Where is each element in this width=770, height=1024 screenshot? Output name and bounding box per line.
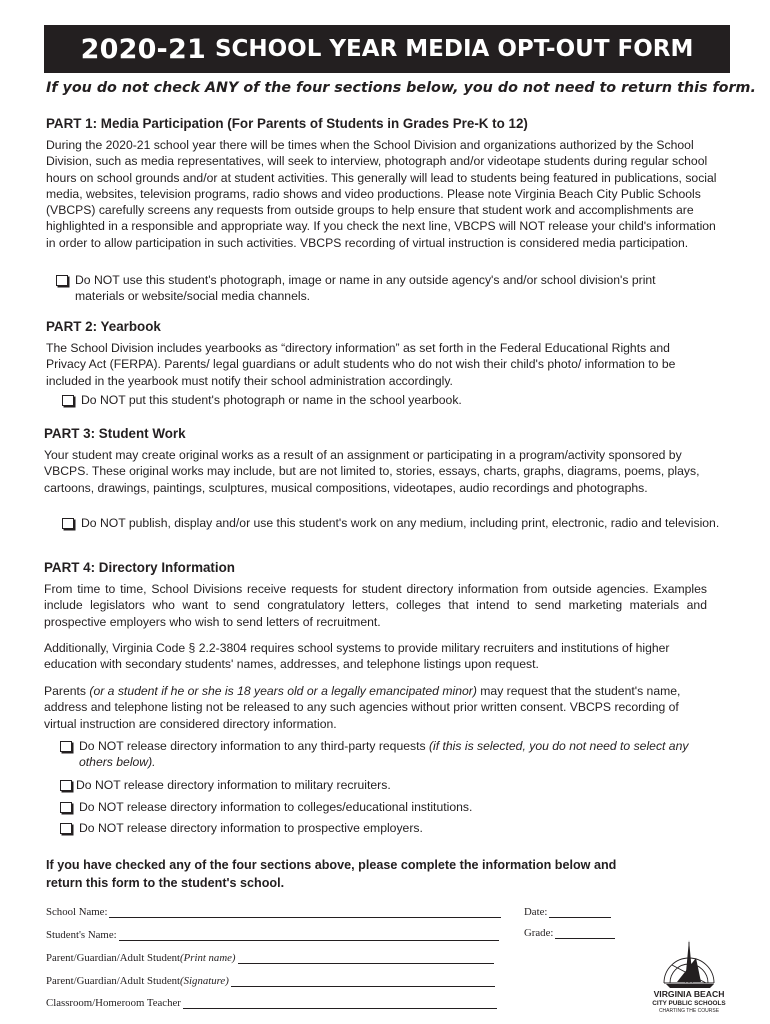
part4-option-4-label: Do NOT release directory information to prospective employers.: [79, 821, 423, 835]
guardian-signature-label: Parent/Guardian/Adult Student: [46, 975, 181, 987]
guardian-print-line[interactable]: [238, 952, 494, 964]
date-line[interactable]: [549, 906, 611, 918]
school-name-field[interactable]: [46, 906, 501, 918]
part3-body: Your student may create original works as a result of an assignment or participating in a program/activity sponsored by VBCPS. These original works may include, but are not limited to, stories, essays, charts, graphs, diagrams, poems, plays, cartoons, drawings, paintings, sculptures, musical compositions, videotapes, audio recordings and photographs.: [44, 448, 700, 495]
checkbox[interactable]: [60, 780, 72, 791]
part2-body: The School Division includes yearbooks as “directory information” as set forth in the Federal Educational Rights and Privacy Act (FERPA). Parents/ legal guardians or adult students who do not wish their child's photo/ information to be included in the yearbook must notify their school administration accordingly.: [46, 341, 676, 388]
part4-option-1-label: Do NOT release directory information to any third-party requests: [79, 739, 429, 753]
part3-option[interactable]: [62, 515, 722, 531]
guardian-signature-field[interactable]: [46, 975, 495, 987]
part4-body-3-italic: (or a student if he or she is 18 years old or a legally emancipated minor): [89, 684, 477, 698]
part1-heading: PART 1: Media Participation (For Parents of Students in Grades Pre-K to 12): [46, 116, 528, 131]
checkbox[interactable]: [62, 395, 74, 406]
return-notice: If you do not check ANY of the four sections below, you do not need to return this form.: [46, 80, 756, 96]
date-label: Date:: [524, 906, 548, 918]
closing-instructions: If you have checked any of the four sections above, please complete the information below and return this form to the student's school.: [46, 858, 617, 890]
part4-body-3-lead: Parents: [44, 684, 90, 698]
form-title-year: 2020-21: [80, 33, 206, 65]
guardian-print-field[interactable]: [46, 952, 494, 964]
part3-heading: PART 3: Student Work: [44, 426, 186, 441]
student-name-label: Student's Name:: [46, 929, 117, 941]
form-title: [44, 25, 730, 73]
checkbox[interactable]: [60, 741, 72, 752]
student-name-field[interactable]: [46, 929, 499, 941]
guardian-signature-line[interactable]: [231, 975, 495, 987]
classroom-teacher-line[interactable]: [183, 997, 497, 1009]
school-name-label: School Name:: [46, 906, 108, 918]
logo-line-3: CHARTING THE COURSE: [658, 1008, 720, 1014]
part4-option-third-party[interactable]: [60, 738, 700, 770]
checkbox[interactable]: [56, 275, 68, 286]
part4-option-military[interactable]: [60, 777, 700, 793]
part4-option-3-label: Do NOT release directory information to colleges/educational institutions.: [79, 800, 473, 814]
part1-option-label: Do NOT use this student's photograph, image or name in any outside agency's and/or school division's print materials or website/social media channels.: [75, 273, 656, 303]
school-name-line[interactable]: [109, 906, 501, 918]
grade-line[interactable]: [555, 927, 615, 939]
part4-option-colleges[interactable]: [60, 799, 700, 815]
grade-field[interactable]: [524, 927, 615, 939]
part1-option[interactable]: [56, 272, 696, 304]
guardian-print-label: Parent/Guardian/Adult Student: [46, 952, 181, 964]
checkbox[interactable]: [62, 518, 74, 529]
date-field[interactable]: [524, 906, 611, 918]
part4-option-employers[interactable]: [60, 820, 700, 836]
part2-heading: PART 2: Yearbook: [46, 319, 161, 334]
checkbox[interactable]: [60, 823, 72, 834]
part3-option-label: Do NOT publish, display and/or use this student's work on any medium, including print, electronic, radio and television.: [81, 516, 720, 530]
part4-heading: PART 4: Directory Information: [44, 560, 235, 575]
part4-body-3: [44, 683, 707, 732]
part4-body-2: Additionally, Virginia Code § 2.2-3804 requires school systems to provide military recruiters and institutions of higher education with secondary students' names, addresses, and telephone listings upon request.: [44, 641, 670, 672]
vbcps-logo: [644, 938, 734, 1016]
guardian-print-note: (Print name): [180, 952, 236, 964]
part4-option-2-label: Do NOT release directory information to military recruiters.: [76, 778, 391, 792]
logo-line-2: CITY PUBLIC SCHOOLS: [652, 1000, 726, 1007]
student-name-line[interactable]: [119, 929, 499, 941]
checkbox[interactable]: [60, 802, 72, 813]
part1-body: During the 2020-21 school year there will be times when the School Division and organizations authorized by the School Division, such as media representatives, will seek to interview, photograph and/or videotape students during regular school hours on school grounds and/or at student activities. This generally will lead to students being featured in publications, social media, websites, television programs, radio shows and video productions. Please note Virginia Beach City Public Schools (VBCPS) carefully screens any requests from outside groups to help ensure that student work and accomplishments are highlighted in a responsible and appropriate way. If you check the next line, VBCPS will NOT release your child's information in order to allow participation in such activities. VBCPS recording of virtual instruction is considered media participation.: [46, 138, 717, 250]
classroom-teacher-label: Classroom/Homeroom Teacher: [46, 997, 181, 1009]
part2-option[interactable]: [62, 392, 702, 408]
part2-option-label: Do NOT put this student's photograph or name in the school yearbook.: [81, 393, 462, 407]
part4-body-3-rest: may request that the student's name, address and telephone listing not be released to any such agencies without prior written consent. VBCPS recording of virtual instruction are considered directory information.: [44, 684, 681, 731]
hull-icon: [666, 984, 714, 988]
guardian-signature-note: (Signature): [180, 975, 229, 987]
classroom-teacher-field[interactable]: [46, 997, 497, 1009]
part4-option-1-note: (if this is selected, you do not need to select any others below).: [79, 739, 689, 769]
grade-label: Grade:: [524, 927, 554, 939]
part4-body-1: From time to time, School Divisions receive requests for student directory information from outside agencies. Examples include legislators who want to send congratulatory letters, colleges that intend to send marketing materials and prospective employers who wish to send letters of recruitment.: [44, 582, 707, 629]
logo-line-1: VIRGINIA BEACH: [653, 989, 725, 999]
form-title-text: SCHOOL YEAR MEDIA OPT-OUT FORM: [214, 36, 694, 62]
